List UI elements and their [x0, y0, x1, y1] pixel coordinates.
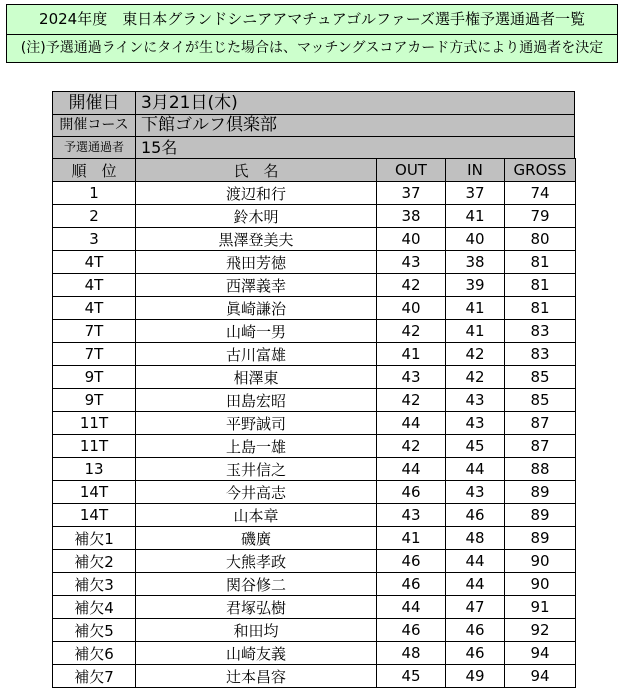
rank-cell: 3	[53, 228, 136, 251]
out-cell: 44	[377, 412, 446, 435]
in-cell: 46	[446, 504, 505, 527]
table-row	[53, 619, 576, 642]
out-cell: 37	[377, 182, 446, 205]
tie-rule-note: (注)予選通過ラインにタイが生じた場合は、マッチングスコアカード方式により通過者を決定	[20, 40, 604, 56]
gross-cell: 89	[505, 481, 576, 504]
rank-cell: 補欠6	[53, 642, 136, 665]
name-cell: 今井高志	[136, 481, 377, 504]
rank-cell: 4T	[53, 274, 136, 297]
name-cell: 玉井信之	[136, 458, 377, 481]
page-title: 2024年度 東日本グランドシニアアマチュアゴルファーズ選手権予選通過者一覧	[7, 5, 617, 35]
rank-cell: 補欠4	[53, 596, 136, 619]
rank-cell: 13	[53, 458, 136, 481]
rank-cell: 14T	[53, 504, 136, 527]
table-row	[53, 228, 576, 251]
in-header: IN	[446, 159, 505, 182]
in-cell: 42	[446, 366, 505, 389]
rank-cell: 11T	[53, 412, 136, 435]
name-cell: 山本章	[136, 504, 377, 527]
name-cell: 渡辺和行	[136, 182, 377, 205]
name-cell: 眞崎謙治	[136, 297, 377, 320]
table-row	[53, 458, 576, 481]
rank-cell: 7T	[53, 320, 136, 343]
name-cell: 平野誠司	[136, 412, 377, 435]
header-row	[53, 159, 576, 182]
gross-cell: 87	[505, 412, 576, 435]
gross-cell: 89	[505, 504, 576, 527]
table-row	[53, 251, 576, 274]
name-cell: 田島宏昭	[136, 389, 377, 412]
gross-cell: 85	[505, 389, 576, 412]
course-label: 開催コース	[53, 115, 136, 136]
out-cell: 42	[377, 320, 446, 343]
in-cell: 43	[446, 412, 505, 435]
gross-cell: 79	[505, 205, 576, 228]
table-row	[53, 665, 576, 688]
gross-cell: 81	[505, 297, 576, 320]
out-cell: 43	[377, 366, 446, 389]
in-cell: 46	[446, 619, 505, 642]
table-row	[53, 642, 576, 665]
name-cell: 山崎一男	[136, 320, 377, 343]
name-header: 氏 名	[136, 159, 377, 182]
in-cell: 41	[446, 205, 505, 228]
name-cell: 相澤東	[136, 366, 377, 389]
in-cell: 49	[446, 665, 505, 688]
table-row	[53, 412, 576, 435]
out-header: OUT	[377, 159, 446, 182]
in-cell: 44	[446, 573, 505, 596]
gross-cell: 81	[505, 274, 576, 297]
rank-cell: 1	[53, 182, 136, 205]
out-cell: 48	[377, 642, 446, 665]
rank-cell: 7T	[53, 343, 136, 366]
rank-cell: 補欠2	[53, 550, 136, 573]
table-row	[53, 573, 576, 596]
gross-cell: 74	[505, 182, 576, 205]
rank-cell: 補欠1	[53, 527, 136, 550]
in-cell: 41	[446, 320, 505, 343]
name-cell: 山崎友義	[136, 642, 377, 665]
title-banner	[6, 4, 618, 63]
in-cell: 39	[446, 274, 505, 297]
out-cell: 46	[377, 619, 446, 642]
gross-cell: 83	[505, 320, 576, 343]
name-cell: 飛田芳徳	[136, 251, 377, 274]
name-cell: 鈴木明	[136, 205, 377, 228]
table-row	[53, 504, 576, 527]
out-cell: 41	[377, 527, 446, 550]
out-cell: 43	[377, 251, 446, 274]
rank-cell: 補欠5	[53, 619, 136, 642]
in-cell: 42	[446, 343, 505, 366]
name-cell: 関谷修二	[136, 573, 377, 596]
name-cell: 磯廣	[136, 527, 377, 550]
name-cell: 西澤義幸	[136, 274, 377, 297]
out-cell: 38	[377, 205, 446, 228]
gross-cell: 90	[505, 573, 576, 596]
name-cell: 上島一雄	[136, 435, 377, 458]
rank-cell: 9T	[53, 366, 136, 389]
table-row	[53, 320, 576, 343]
name-cell: 辻本昌容	[136, 665, 377, 688]
in-cell: 44	[446, 550, 505, 573]
qualifiers-label: 予選通過者	[53, 137, 136, 158]
qualifiers-row	[52, 136, 575, 159]
gross-cell: 81	[505, 251, 576, 274]
table-row	[53, 274, 576, 297]
in-cell: 43	[446, 389, 505, 412]
out-cell: 41	[377, 343, 446, 366]
table-row	[53, 550, 576, 573]
out-cell: 44	[377, 596, 446, 619]
gross-cell: 80	[505, 228, 576, 251]
rank-cell: 4T	[53, 297, 136, 320]
table-row	[53, 366, 576, 389]
gross-cell: 91	[505, 596, 576, 619]
gross-cell: 88	[505, 458, 576, 481]
rank-cell: 11T	[53, 435, 136, 458]
name-cell: 黒澤登美夫	[136, 228, 377, 251]
gross-cell: 87	[505, 435, 576, 458]
in-cell: 41	[446, 297, 505, 320]
table-row	[53, 389, 576, 412]
name-cell: 古川富雄	[136, 343, 377, 366]
gross-cell: 94	[505, 665, 576, 688]
course-row	[52, 114, 575, 137]
rank-cell: 2	[53, 205, 136, 228]
results-table	[52, 158, 576, 688]
in-cell: 40	[446, 228, 505, 251]
in-cell: 48	[446, 527, 505, 550]
out-cell: 44	[377, 458, 446, 481]
gross-header: GROSS	[505, 159, 576, 182]
gross-cell: 90	[505, 550, 576, 573]
table-row	[53, 297, 576, 320]
table-row	[53, 527, 576, 550]
table-row	[53, 205, 576, 228]
gross-cell: 89	[505, 527, 576, 550]
rank-cell: 補欠7	[53, 665, 136, 688]
name-cell: 和田均	[136, 619, 377, 642]
out-cell: 40	[377, 228, 446, 251]
gross-cell: 92	[505, 619, 576, 642]
date-label: 開催日	[53, 92, 136, 114]
name-cell: 大熊孝政	[136, 550, 377, 573]
gross-cell: 83	[505, 343, 576, 366]
in-cell: 46	[446, 642, 505, 665]
table-row	[53, 182, 576, 205]
out-cell: 42	[377, 274, 446, 297]
in-cell: 44	[446, 458, 505, 481]
course-value: 下館ゴルフ倶楽部	[141, 115, 277, 135]
table-row	[53, 596, 576, 619]
out-cell: 42	[377, 389, 446, 412]
name-cell: 君塚弘樹	[136, 596, 377, 619]
in-cell: 38	[446, 251, 505, 274]
in-cell: 37	[446, 182, 505, 205]
rank-cell: 9T	[53, 389, 136, 412]
out-cell: 42	[377, 435, 446, 458]
in-cell: 43	[446, 481, 505, 504]
in-cell: 47	[446, 596, 505, 619]
out-cell: 45	[377, 665, 446, 688]
rank-cell: 4T	[53, 251, 136, 274]
out-cell: 40	[377, 297, 446, 320]
out-cell: 46	[377, 481, 446, 504]
table-row	[53, 435, 576, 458]
qualifiers-value: 15名	[141, 138, 178, 157]
out-cell: 46	[377, 550, 446, 573]
rank-cell: 補欠3	[53, 573, 136, 596]
rank-header: 順 位	[53, 159, 136, 182]
date-value: 3月21日(木)	[141, 93, 238, 113]
gross-cell: 94	[505, 642, 576, 665]
date-row	[52, 91, 575, 115]
out-cell: 46	[377, 573, 446, 596]
out-cell: 43	[377, 504, 446, 527]
rank-cell: 14T	[53, 481, 136, 504]
gross-cell: 85	[505, 366, 576, 389]
table-row	[53, 481, 576, 504]
table-row	[53, 343, 576, 366]
in-cell: 45	[446, 435, 505, 458]
